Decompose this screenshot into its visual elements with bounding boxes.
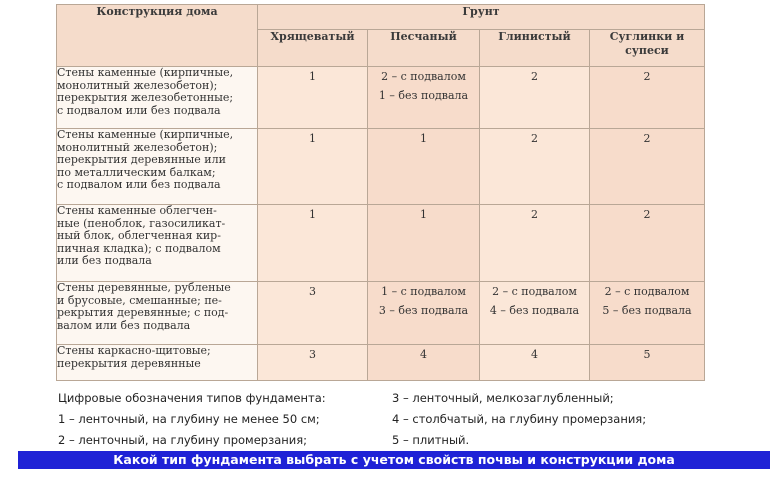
row-label-line: монолитный железобетон); — [57, 78, 218, 92]
table-cell — [480, 67, 590, 129]
cell-value: 2 — [531, 70, 538, 83]
row-label-line: с подвалом или без подвала — [57, 178, 221, 191]
table-cell — [480, 205, 590, 282]
row-label-line: перекрытия деревянные — [57, 356, 201, 370]
cell-value: 2 – с подвалом — [492, 285, 577, 298]
row-label-line: ные (пеноблок, газосиликат- — [57, 216, 226, 230]
row-label-line: Стены каменные (кирпичные, — [57, 66, 234, 79]
cell-value: 3 – без подвала — [378, 304, 469, 317]
cell-value: 2 – с подвалом — [604, 285, 690, 298]
table-cell — [480, 129, 590, 205]
legend-item-3: 3 – ленточный, мелкозаглубленный; — [392, 391, 614, 405]
header-soil: Грунт — [258, 5, 705, 30]
row-label — [57, 282, 258, 345]
row-label-line: и брусовые, смешанные; пе- — [57, 293, 222, 307]
cell-value: 4 — [531, 348, 538, 361]
row-label-line: с подвалом или без подвала — [57, 103, 221, 117]
table-body — [57, 67, 705, 381]
cell-value: 3 — [309, 348, 316, 361]
table-cell — [368, 282, 480, 345]
cell-value: 1 — [309, 132, 316, 145]
cell-value: 2 – с подвалом — [381, 70, 466, 83]
header-soil-loam: Суглинки и супеси — [590, 30, 705, 67]
table-cell — [258, 129, 368, 205]
legend-title: Цифровые обозначения типов фундамента: — [58, 391, 326, 405]
row-label-line: Стены каменные (кирпичные, — [57, 128, 234, 141]
table-cell — [590, 129, 705, 205]
table-row — [57, 67, 705, 129]
legend-item-2: 2 – ленточный, на глубину промерзания; — [58, 433, 308, 447]
table-cell — [258, 67, 368, 129]
cell-value: 3 — [309, 285, 316, 298]
table-row — [57, 345, 705, 381]
cell-value: 1 — [420, 208, 427, 221]
cell-value: 2 — [643, 70, 651, 83]
cell-value: 1 – без подвала — [378, 89, 469, 102]
row-label-line: Стены каркасно-щитовые; — [57, 344, 211, 357]
row-label — [57, 345, 258, 381]
row-label — [57, 205, 258, 282]
row-label-line: перекрытия деревянные или — [57, 153, 226, 166]
cell-value: 1 — [309, 208, 316, 221]
cell-value: 4 — [420, 348, 427, 361]
table-row — [57, 129, 705, 205]
row-label-line: пичная кладка); с подвалом — [57, 241, 221, 255]
header-construction: Конструкция дома — [57, 5, 258, 67]
header-soil-clay: Глинистый — [480, 30, 590, 67]
table-row — [57, 205, 705, 282]
cell-value: 2 — [643, 132, 651, 145]
table-cell — [590, 205, 705, 282]
cell-value: 2 — [531, 132, 538, 145]
table-cell — [368, 129, 480, 205]
legend-left — [58, 388, 326, 451]
header-soil-gravelly: Хрящеватый — [258, 30, 368, 67]
foundation-table — [56, 4, 705, 381]
row-label-line: или без подвала — [57, 254, 152, 267]
table-cell — [368, 205, 480, 282]
caption-banner: Какой тип фундамента выбрать с учетом свойств почвы и конструкции дома — [18, 451, 770, 469]
table-cell — [590, 345, 705, 381]
legend-right — [392, 388, 646, 451]
row-label — [57, 67, 258, 129]
legend-item-4: 4 – столбчатый, на глубину промерзания; — [392, 412, 647, 426]
table-cell — [258, 205, 368, 282]
cell-value: 1 – с подвалом — [381, 285, 466, 298]
cell-value: 5 — [643, 348, 651, 361]
legend-item-1: 1 – ленточный, на глубину не менее 50 см; — [58, 412, 320, 426]
row-label-line: рекрытия деревянные; с под- — [57, 306, 229, 319]
table-cell — [368, 345, 480, 381]
table-cell — [480, 345, 590, 381]
row-label-line: монолитный железобетон); — [57, 140, 218, 154]
row-label-line: Стены деревянные, рубленые — [57, 281, 231, 294]
cell-value: 1 — [309, 70, 316, 83]
table-cell — [590, 282, 705, 345]
cell-value: 1 — [420, 132, 427, 145]
row-label-line: Стены каменные облегчен- — [57, 204, 217, 217]
table-cell — [258, 282, 368, 345]
row-label-line: ный блок, облегченная кир- — [57, 229, 221, 242]
cell-value: 2 — [643, 208, 651, 221]
table-cell — [480, 282, 590, 345]
table-cell — [258, 345, 368, 381]
row-label-line: валом или без подвала — [57, 318, 191, 332]
row-label-line: перекрытия железобетонные; — [57, 91, 234, 104]
row-label-line: по металлическим балкам; — [57, 165, 216, 179]
cell-value: 5 – без подвала — [602, 304, 692, 317]
table-cell — [590, 67, 705, 129]
cell-value: 2 — [531, 208, 538, 221]
table-row — [57, 282, 705, 345]
row-label — [57, 129, 258, 205]
header-soil-sandy: Песчаный — [368, 30, 480, 67]
legend-item-5: 5 – плитный. — [392, 433, 470, 447]
cell-value: 4 – без подвала — [489, 304, 580, 317]
table-cell — [368, 67, 480, 129]
